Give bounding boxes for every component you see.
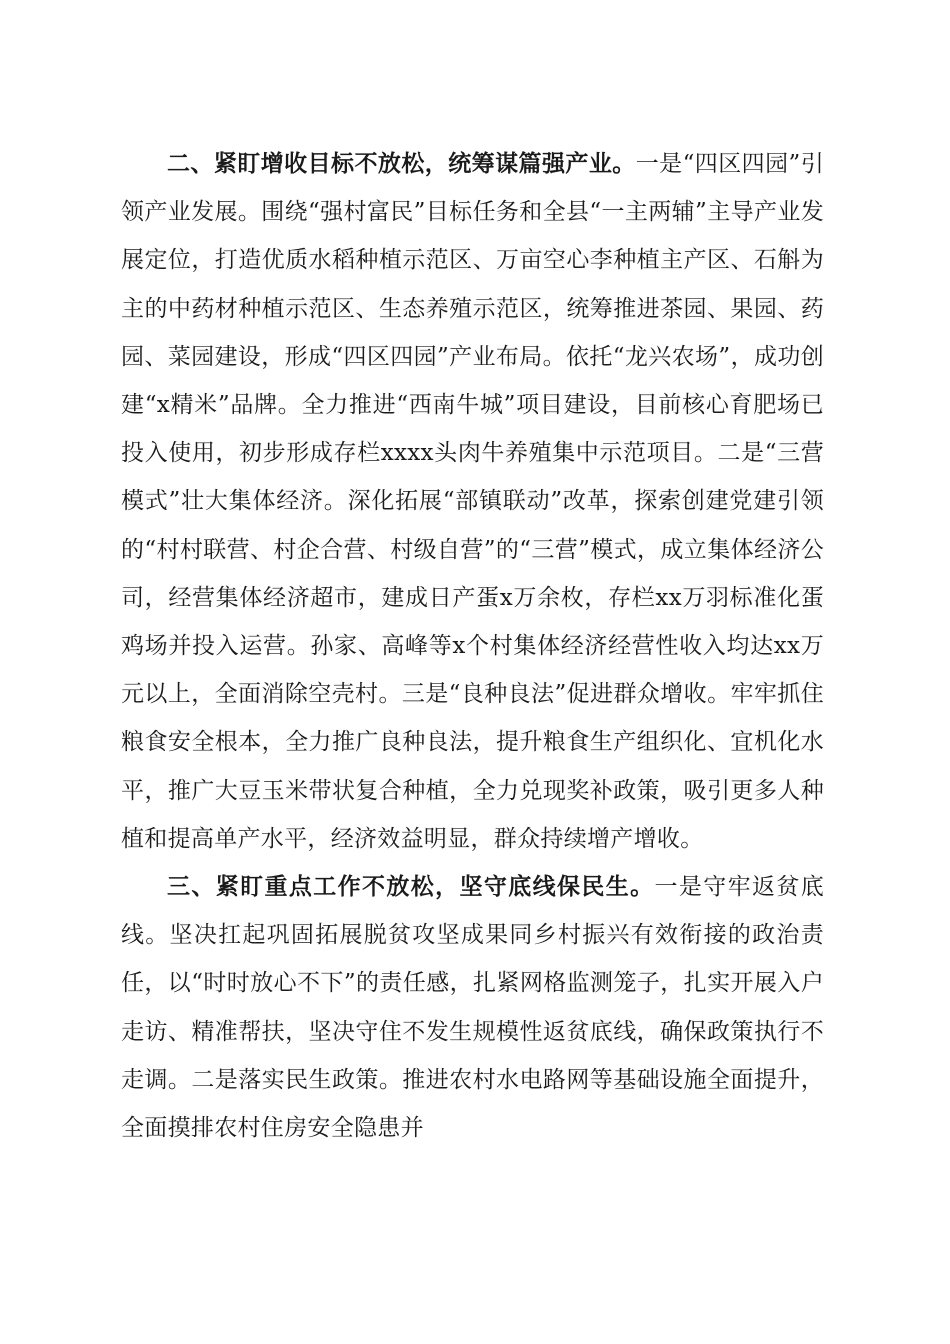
paragraph-text: 一是“四区四园”引领产业发展。围绕“强村富民”目标任务和全县“一主两辅”主导产业发展定位，打造优质水稻种植示范区、万亩空心李种植主产区、石斛为主的中药材种植示范区、生态养殖示范区，统筹推进茶园、果园、药园、菜园建设，形成“四区四园”产业布局。依托“龙兴农场”，成功创建“x精米”品牌。全力推进“西南牛城”项目建设，目前核心育肥场已投入使用，初步形成存栏xxxx头肉牛养殖集中示范项目。二是“三营模式”壮大集体经济。深化拓展“部镇联动”改革，探索创建党建引领的“村村联营、村企合营、村级自营”的“三营”模式，成立集体经济公司，经营集体经济超市，建成日产蛋x万余枚，存栏xx万羽标准化蛋鸡场并投入运营。孙家、高峰等x个村集体经济经营性收入均达xx万元以上，全面消除空壳村。三是“良种良法”促进群众增收。牢牢抓住粮食安全根本，全力推广良种良法，提升粮食生产组织化、宜机化水平，推广大豆玉米带状复合种植，全力兑现奖补政策，吸引更多人种植和提高单产水平，经济效益明显，群众持续增产增收。 xyxy=(121,151,825,852)
paragraph-heading: 三、紧盯重点工作不放松，坚守底线保民生。 xyxy=(167,874,655,901)
paragraph-livelihood xyxy=(121,863,824,1152)
document-body xyxy=(121,140,824,1152)
paragraph-text: 一是守牢返贫底线。坚决扛起巩固拓展脱贫攻坚成果同乡村振兴有效衔接的政治责任，以“时时放心不下”的责任感，扎紧网格监测笼子，扎实开展入户走访、精准帮扶，坚决守住不发生规模性返贫底线，确保政策执行不走调。二是落实民生政策。推进农村水电路网等基础设施全面提升，全面摸排农村住房安全隐患并 xyxy=(121,874,825,1142)
paragraph-industry xyxy=(121,140,824,863)
paragraph-heading: 二、紧盯增收目标不放松，统筹谋篇强产业。 xyxy=(167,151,636,177)
